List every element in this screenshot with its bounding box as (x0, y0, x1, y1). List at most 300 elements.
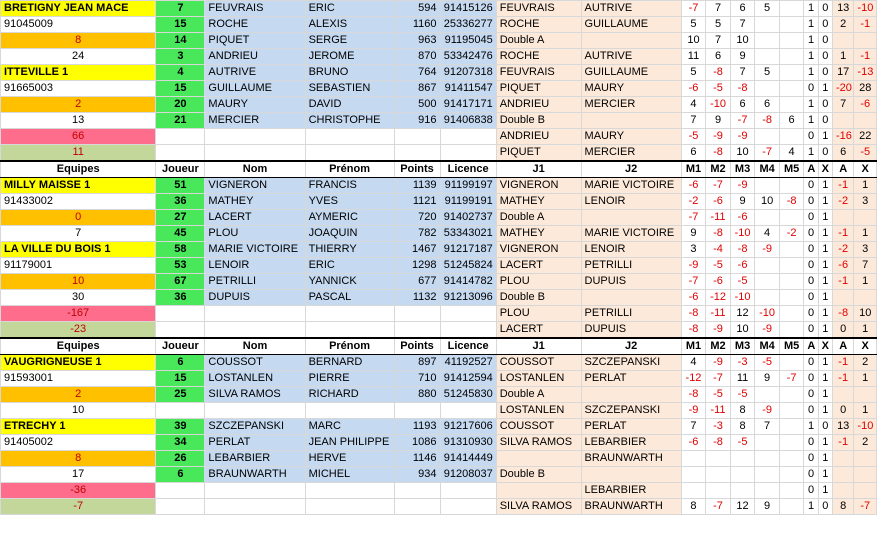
score-ax-cell[interactable]: 0 (804, 81, 818, 97)
set-score-cell[interactable]: -2 (779, 226, 804, 242)
set-score-cell[interactable]: -8 (706, 226, 731, 242)
score-ax-cell[interactable]: -8 (832, 306, 853, 322)
set-score-cell[interactable] (779, 435, 804, 451)
set-score-cell[interactable]: -10 (730, 226, 755, 242)
set-score-cell[interactable]: -8 (730, 242, 755, 258)
licence-cell[interactable]: 91406838 (440, 113, 496, 129)
score-ax-cell[interactable]: -20 (832, 81, 853, 97)
player-firstname-cell[interactable] (305, 499, 394, 515)
score-ax-cell[interactable]: 2 (854, 435, 877, 451)
set-score-cell[interactable]: -11 (706, 403, 731, 419)
set-score-cell[interactable] (779, 242, 804, 258)
set-score-cell[interactable] (779, 49, 804, 65)
points-cell[interactable] (394, 322, 440, 339)
set-score-cell[interactable]: 9 (706, 113, 731, 129)
set-score-cell[interactable]: -8 (681, 322, 706, 339)
player-name-cell[interactable]: AUTRIVE (205, 65, 305, 81)
score-ax-cell[interactable]: -6 (832, 258, 853, 274)
j1-cell[interactable]: LACERT (496, 322, 581, 339)
set-score-cell[interactable] (730, 467, 755, 483)
team-cell[interactable]: LA VILLE DU BOIS 1 (1, 242, 156, 258)
player-firstname-cell[interactable]: RICHARD (305, 387, 394, 403)
player-firstname-cell[interactable]: YVES (305, 194, 394, 210)
column-header[interactable]: M2 (706, 338, 731, 355)
j2-cell[interactable]: GUILLAUME (581, 65, 681, 81)
player-number-cell[interactable]: 36 (156, 194, 205, 210)
score-ax-cell[interactable]: 0 (804, 306, 818, 322)
player-name-cell[interactable]: VIGNERON (205, 178, 305, 194)
set-score-cell[interactable]: 6 (681, 145, 706, 162)
licence-cell[interactable]: 91414782 (440, 274, 496, 290)
licence-cell[interactable]: 91412594 (440, 371, 496, 387)
points-cell[interactable]: 677 (394, 274, 440, 290)
set-score-cell[interactable] (779, 322, 804, 339)
column-header[interactable]: A (832, 338, 853, 355)
player-name-cell[interactable]: PETRILLI (205, 274, 305, 290)
set-score-cell[interactable]: -12 (706, 290, 731, 306)
set-score-cell[interactable] (779, 387, 804, 403)
score-ax-cell[interactable]: -1 (832, 355, 853, 371)
score-ax-cell[interactable] (832, 113, 853, 129)
score-ax-cell[interactable]: 0 (804, 226, 818, 242)
set-score-cell[interactable] (755, 467, 780, 483)
score-ax-cell[interactable]: 7 (854, 258, 877, 274)
j1-cell[interactable]: Double B (496, 290, 581, 306)
player-name-cell[interactable]: PERLAT (205, 435, 305, 451)
score-ax-cell[interactable]: 1 (818, 226, 832, 242)
player-number-cell[interactable]: 25 (156, 387, 205, 403)
score-ax-cell[interactable]: 1 (854, 322, 877, 339)
player-number-cell[interactable] (156, 322, 205, 339)
points-cell[interactable]: 720 (394, 210, 440, 226)
j2-cell[interactable] (581, 467, 681, 483)
player-name-cell[interactable] (205, 306, 305, 322)
player-name-cell[interactable] (205, 322, 305, 339)
set-score-cell[interactable]: -7 (755, 145, 780, 162)
j1-cell[interactable] (496, 483, 581, 499)
score-ax-cell[interactable] (854, 33, 877, 49)
column-header[interactable]: Equipes (1, 338, 156, 355)
licence-cell[interactable]: 91310930 (440, 435, 496, 451)
score-ax-cell[interactable]: 1 (804, 419, 818, 435)
points-cell[interactable]: 897 (394, 355, 440, 371)
set-score-cell[interactable]: 8 (730, 419, 755, 435)
set-score-cell[interactable] (779, 419, 804, 435)
j1-cell[interactable]: ROCHE (496, 49, 581, 65)
column-header[interactable]: X (818, 161, 832, 178)
column-header[interactable]: A (832, 161, 853, 178)
set-score-cell[interactable]: -6 (730, 258, 755, 274)
licence-cell[interactable]: 25336277 (440, 17, 496, 33)
j2-cell[interactable]: MARIE VICTOIRE (581, 226, 681, 242)
column-header[interactable]: Equipes (1, 161, 156, 178)
team-cell[interactable]: 13 (1, 113, 156, 129)
j2-cell[interactable]: MARIE VICTOIRE (581, 178, 681, 194)
team-cell[interactable]: VAUGRIGNEUSE 1 (1, 355, 156, 371)
score-ax-cell[interactable]: 1 (818, 178, 832, 194)
licence-cell[interactable]: 91213096 (440, 290, 496, 306)
licence-cell[interactable] (440, 483, 496, 499)
team-cell[interactable]: 30 (1, 290, 156, 306)
j1-cell[interactable]: LOSTANLEN (496, 403, 581, 419)
team-cell[interactable]: 91045009 (1, 17, 156, 33)
points-cell[interactable] (394, 403, 440, 419)
column-header[interactable]: Licence (440, 338, 496, 355)
set-score-cell[interactable] (779, 451, 804, 467)
team-cell[interactable]: ETRECHY 1 (1, 419, 156, 435)
score-ax-cell[interactable] (832, 387, 853, 403)
column-header[interactable]: Nom (205, 338, 305, 355)
score-ax-cell[interactable] (832, 451, 853, 467)
j1-cell[interactable]: SILVA RAMOS (496, 435, 581, 451)
j2-cell[interactable] (581, 387, 681, 403)
points-cell[interactable] (394, 306, 440, 322)
column-header[interactable]: M1 (681, 161, 706, 178)
set-score-cell[interactable] (779, 499, 804, 515)
set-score-cell[interactable]: 7 (730, 65, 755, 81)
team-cell[interactable]: 91593001 (1, 371, 156, 387)
licence-cell[interactable] (440, 322, 496, 339)
points-cell[interactable]: 782 (394, 226, 440, 242)
score-ax-cell[interactable] (854, 467, 877, 483)
set-score-cell[interactable] (779, 403, 804, 419)
set-score-cell[interactable] (779, 290, 804, 306)
set-score-cell[interactable]: -7 (706, 371, 731, 387)
set-score-cell[interactable]: 10 (730, 33, 755, 49)
player-name-cell[interactable]: SZCZEPANSKI (205, 419, 305, 435)
set-score-cell[interactable]: 4 (779, 145, 804, 162)
team-cell[interactable]: 91179001 (1, 258, 156, 274)
score-ax-cell[interactable]: 1 (804, 65, 818, 81)
score-ax-cell[interactable]: 1 (818, 258, 832, 274)
team-cell[interactable]: -167 (1, 306, 156, 322)
set-score-cell[interactable]: -11 (706, 306, 731, 322)
licence-cell[interactable]: 51245830 (440, 387, 496, 403)
column-header[interactable]: J1 (496, 161, 581, 178)
set-score-cell[interactable]: -6 (681, 290, 706, 306)
set-score-cell[interactable]: -10 (730, 290, 755, 306)
set-score-cell[interactable]: 5 (681, 17, 706, 33)
set-score-cell[interactable]: 7 (681, 419, 706, 435)
score-ax-cell[interactable]: 1 (804, 97, 818, 113)
set-score-cell[interactable]: 5 (755, 1, 780, 17)
column-header[interactable]: J2 (581, 338, 681, 355)
set-score-cell[interactable]: -5 (706, 387, 731, 403)
set-score-cell[interactable]: -2 (681, 194, 706, 210)
set-score-cell[interactable]: -9 (706, 355, 731, 371)
set-score-cell[interactable]: 4 (681, 97, 706, 113)
player-number-cell[interactable]: 34 (156, 435, 205, 451)
player-name-cell[interactable]: FEUVRAIS (205, 1, 305, 17)
player-number-cell[interactable]: 67 (156, 274, 205, 290)
score-ax-cell[interactable]: 7 (832, 97, 853, 113)
column-header[interactable]: J1 (496, 338, 581, 355)
licence-cell[interactable]: 91199191 (440, 194, 496, 210)
player-number-cell[interactable] (156, 403, 205, 419)
set-score-cell[interactable]: -8 (755, 113, 780, 129)
licence-cell[interactable]: 91217187 (440, 242, 496, 258)
column-header[interactable]: Prénom (305, 338, 394, 355)
j1-cell[interactable]: Double A (496, 210, 581, 226)
score-ax-cell[interactable]: 0 (818, 499, 832, 515)
set-score-cell[interactable]: -9 (730, 129, 755, 145)
set-score-cell[interactable]: 9 (755, 499, 780, 515)
score-ax-cell[interactable]: -7 (854, 499, 877, 515)
score-ax-cell[interactable]: 28 (854, 81, 877, 97)
score-ax-cell[interactable]: 13 (832, 419, 853, 435)
j1-cell[interactable]: MATHEY (496, 194, 581, 210)
points-cell[interactable] (394, 145, 440, 162)
set-score-cell[interactable]: 7 (706, 1, 731, 17)
score-ax-cell[interactable]: 1 (818, 371, 832, 387)
set-score-cell[interactable] (779, 210, 804, 226)
score-ax-cell[interactable]: 1 (854, 274, 877, 290)
column-header[interactable]: A (804, 338, 818, 355)
player-firstname-cell[interactable]: PASCAL (305, 290, 394, 306)
score-ax-cell[interactable] (832, 290, 853, 306)
set-score-cell[interactable] (755, 274, 780, 290)
set-score-cell[interactable]: -7 (706, 499, 731, 515)
set-score-cell[interactable]: -8 (730, 81, 755, 97)
points-cell[interactable] (394, 129, 440, 145)
set-score-cell[interactable] (681, 467, 706, 483)
set-score-cell[interactable]: -7 (730, 113, 755, 129)
set-score-cell[interactable]: -8 (681, 306, 706, 322)
player-firstname-cell[interactable]: MARC (305, 419, 394, 435)
score-ax-cell[interactable]: 2 (832, 17, 853, 33)
team-cell[interactable]: 2 (1, 387, 156, 403)
player-name-cell[interactable]: MAURY (205, 97, 305, 113)
score-ax-cell[interactable]: 1 (818, 242, 832, 258)
score-ax-cell[interactable]: 0 (804, 242, 818, 258)
set-score-cell[interactable]: -5 (730, 435, 755, 451)
column-header[interactable]: X (854, 161, 877, 178)
player-firstname-cell[interactable]: JEAN PHILIPPE (305, 435, 394, 451)
j2-cell[interactable]: SZCZEPANSKI (581, 355, 681, 371)
score-ax-cell[interactable]: 1 (818, 387, 832, 403)
player-number-cell[interactable]: 15 (156, 371, 205, 387)
score-ax-cell[interactable]: 0 (804, 371, 818, 387)
player-number-cell[interactable]: 7 (156, 1, 205, 17)
player-firstname-cell[interactable]: MICHEL (305, 467, 394, 483)
player-number-cell[interactable]: 26 (156, 451, 205, 467)
licence-cell[interactable]: 91217606 (440, 419, 496, 435)
player-firstname-cell[interactable] (305, 403, 394, 419)
j1-cell[interactable] (496, 451, 581, 467)
score-ax-cell[interactable]: -1 (832, 274, 853, 290)
player-name-cell[interactable] (205, 145, 305, 162)
score-ax-cell[interactable]: 17 (832, 65, 853, 81)
j1-cell[interactable]: Double A (496, 387, 581, 403)
j2-cell[interactable]: DUPUIS (581, 274, 681, 290)
j2-cell[interactable]: LEBARBIER (581, 435, 681, 451)
points-cell[interactable]: 764 (394, 65, 440, 81)
score-ax-cell[interactable]: 1 (854, 178, 877, 194)
column-header[interactable]: M1 (681, 338, 706, 355)
score-ax-cell[interactable] (854, 113, 877, 129)
team-cell[interactable]: 8 (1, 451, 156, 467)
points-cell[interactable]: 916 (394, 113, 440, 129)
licence-cell[interactable]: 51245824 (440, 258, 496, 274)
player-number-cell[interactable]: 58 (156, 242, 205, 258)
score-ax-cell[interactable]: -10 (854, 419, 877, 435)
score-ax-cell[interactable]: 0 (804, 467, 818, 483)
score-ax-cell[interactable]: 0 (804, 483, 818, 499)
score-ax-cell[interactable]: 6 (832, 145, 853, 162)
score-ax-cell[interactable]: -1 (854, 17, 877, 33)
set-score-cell[interactable] (755, 210, 780, 226)
j1-cell[interactable]: COUSSOT (496, 355, 581, 371)
score-ax-cell[interactable]: 1 (818, 274, 832, 290)
points-cell[interactable]: 1160 (394, 17, 440, 33)
j2-cell[interactable]: LEBARBIER (581, 483, 681, 499)
score-ax-cell[interactable]: 0 (804, 435, 818, 451)
score-ax-cell[interactable]: -13 (854, 65, 877, 81)
points-cell[interactable]: 1467 (394, 242, 440, 258)
player-firstname-cell[interactable] (305, 322, 394, 339)
player-number-cell[interactable]: 6 (156, 467, 205, 483)
player-firstname-cell[interactable]: YANNICK (305, 274, 394, 290)
score-ax-cell[interactable]: -2 (832, 242, 853, 258)
set-score-cell[interactable]: 8 (730, 403, 755, 419)
set-score-cell[interactable]: 9 (755, 371, 780, 387)
j2-cell[interactable]: GUILLAUME (581, 17, 681, 33)
set-score-cell[interactable]: 10 (730, 145, 755, 162)
player-number-cell[interactable]: 15 (156, 17, 205, 33)
score-ax-cell[interactable]: -1 (832, 178, 853, 194)
points-cell[interactable]: 710 (394, 371, 440, 387)
player-firstname-cell[interactable]: DAVID (305, 97, 394, 113)
set-score-cell[interactable]: 5 (706, 17, 731, 33)
points-cell[interactable]: 934 (394, 467, 440, 483)
score-ax-cell[interactable]: 1 (854, 371, 877, 387)
score-ax-cell[interactable]: 1 (804, 145, 818, 162)
set-score-cell[interactable]: -8 (706, 435, 731, 451)
j2-cell[interactable] (581, 33, 681, 49)
j2-cell[interactable] (581, 210, 681, 226)
score-ax-cell[interactable] (854, 451, 877, 467)
licence-cell[interactable]: 91411547 (440, 81, 496, 97)
points-cell[interactable] (394, 499, 440, 515)
set-score-cell[interactable] (779, 65, 804, 81)
score-ax-cell[interactable]: 0 (804, 290, 818, 306)
player-number-cell[interactable]: 27 (156, 210, 205, 226)
score-ax-cell[interactable] (832, 483, 853, 499)
score-ax-cell[interactable]: 0 (818, 113, 832, 129)
score-ax-cell[interactable]: 1 (818, 194, 832, 210)
score-ax-cell[interactable] (832, 33, 853, 49)
set-score-cell[interactable] (779, 97, 804, 113)
j1-cell[interactable]: LOSTANLEN (496, 371, 581, 387)
licence-cell[interactable]: 91195045 (440, 33, 496, 49)
team-cell[interactable]: MILLY MAISSE 1 (1, 178, 156, 194)
player-name-cell[interactable]: MATHEY (205, 194, 305, 210)
j1-cell[interactable]: VIGNERON (496, 242, 581, 258)
score-ax-cell[interactable]: 1 (804, 17, 818, 33)
player-firstname-cell[interactable]: JOAQUIN (305, 226, 394, 242)
player-number-cell[interactable]: 4 (156, 65, 205, 81)
set-score-cell[interactable]: -3 (730, 355, 755, 371)
player-name-cell[interactable]: MERCIER (205, 113, 305, 129)
score-ax-cell[interactable]: 0 (818, 65, 832, 81)
j1-cell[interactable]: ROCHE (496, 17, 581, 33)
score-ax-cell[interactable]: 0 (804, 178, 818, 194)
set-score-cell[interactable]: -5 (730, 274, 755, 290)
points-cell[interactable]: 870 (394, 49, 440, 65)
j2-cell[interactable]: PERLAT (581, 371, 681, 387)
score-ax-cell[interactable] (854, 210, 877, 226)
player-firstname-cell[interactable]: FRANCIS (305, 178, 394, 194)
set-score-cell[interactable]: -9 (706, 129, 731, 145)
player-name-cell[interactable]: LOSTANLEN (205, 371, 305, 387)
team-cell[interactable]: 91405002 (1, 435, 156, 451)
score-ax-cell[interactable]: 13 (832, 1, 853, 17)
score-ax-cell[interactable] (854, 483, 877, 499)
points-cell[interactable]: 500 (394, 97, 440, 113)
j2-cell[interactable]: DUPUIS (581, 322, 681, 339)
j2-cell[interactable]: PETRILLI (581, 306, 681, 322)
licence-cell[interactable]: 41192527 (440, 355, 496, 371)
set-score-cell[interactable]: -5 (730, 387, 755, 403)
score-ax-cell[interactable]: 0 (804, 322, 818, 339)
column-header[interactable]: M5 (779, 338, 804, 355)
score-ax-cell[interactable]: 0 (832, 322, 853, 339)
licence-cell[interactable]: 91414449 (440, 451, 496, 467)
player-firstname-cell[interactable]: AYMERIC (305, 210, 394, 226)
set-score-cell[interactable]: -7 (681, 210, 706, 226)
points-cell[interactable]: 867 (394, 81, 440, 97)
set-score-cell[interactable]: 10 (755, 194, 780, 210)
score-ax-cell[interactable]: -2 (832, 194, 853, 210)
licence-cell[interactable]: 91208037 (440, 467, 496, 483)
j1-cell[interactable]: Double A (496, 33, 581, 49)
player-number-cell[interactable] (156, 499, 205, 515)
set-score-cell[interactable] (779, 467, 804, 483)
j1-cell[interactable]: ANDRIEU (496, 97, 581, 113)
set-score-cell[interactable] (730, 451, 755, 467)
j2-cell[interactable]: PETRILLI (581, 258, 681, 274)
set-score-cell[interactable]: 6 (755, 97, 780, 113)
score-ax-cell[interactable]: 1 (818, 210, 832, 226)
set-score-cell[interactable]: 10 (681, 33, 706, 49)
licence-cell[interactable] (440, 145, 496, 162)
set-score-cell[interactable]: -10 (755, 306, 780, 322)
player-name-cell[interactable]: PIQUET (205, 33, 305, 49)
set-score-cell[interactable]: 7 (681, 113, 706, 129)
player-firstname-cell[interactable]: PIERRE (305, 371, 394, 387)
set-score-cell[interactable]: 10 (730, 322, 755, 339)
set-score-cell[interactable]: -6 (706, 274, 731, 290)
set-score-cell[interactable]: -6 (681, 435, 706, 451)
set-score-cell[interactable]: 8 (681, 499, 706, 515)
j1-cell[interactable]: LACERT (496, 258, 581, 274)
set-score-cell[interactable] (779, 306, 804, 322)
licence-cell[interactable] (440, 499, 496, 515)
score-ax-cell[interactable]: 0 (804, 194, 818, 210)
score-ax-cell[interactable]: 8 (832, 499, 853, 515)
score-ax-cell[interactable]: 22 (854, 129, 877, 145)
set-score-cell[interactable]: -7 (779, 371, 804, 387)
team-cell[interactable]: 8 (1, 33, 156, 49)
player-name-cell[interactable]: SILVA RAMOS (205, 387, 305, 403)
score-ax-cell[interactable]: 0 (804, 387, 818, 403)
score-ax-cell[interactable]: -16 (832, 129, 853, 145)
score-ax-cell[interactable] (854, 290, 877, 306)
score-ax-cell[interactable]: 10 (854, 306, 877, 322)
set-score-cell[interactable] (779, 483, 804, 499)
j1-cell[interactable]: MATHEY (496, 226, 581, 242)
score-ax-cell[interactable]: 1 (818, 355, 832, 371)
